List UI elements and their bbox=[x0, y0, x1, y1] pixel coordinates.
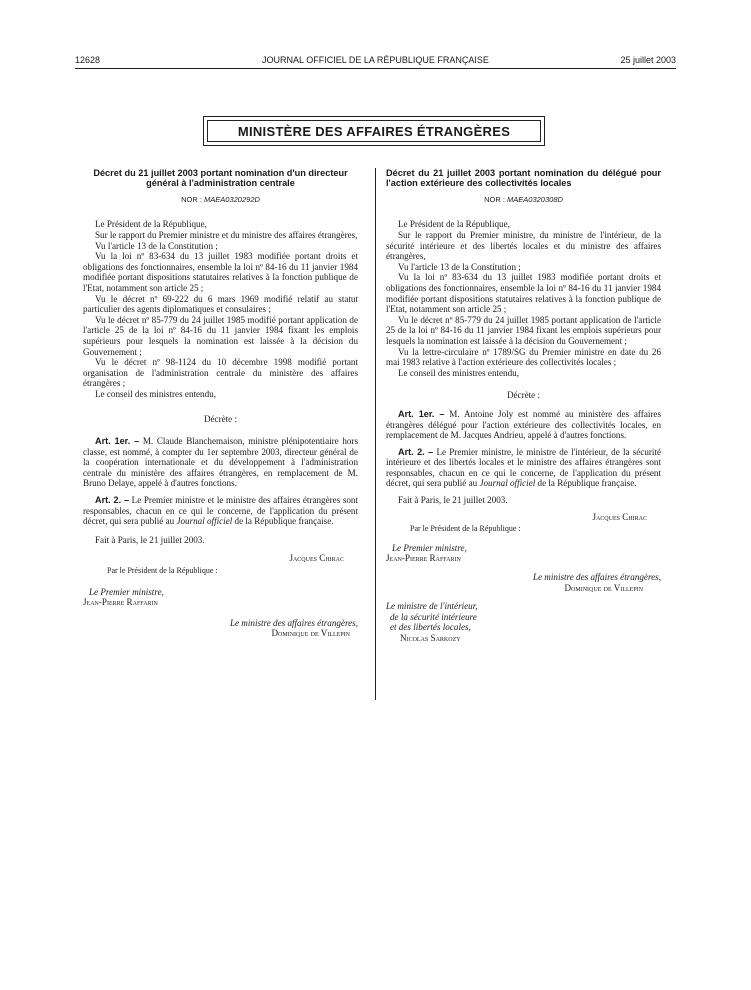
par-le-president: Par le Président de la République : bbox=[107, 566, 218, 576]
pm-title: Le Premier ministre, bbox=[89, 586, 164, 597]
header-rule bbox=[75, 68, 676, 69]
done-at: Fait à Paris, le 21 juillet 2003. bbox=[95, 534, 205, 545]
article-text: de la République française. bbox=[234, 516, 334, 527]
nor-reference bbox=[386, 195, 661, 206]
paragraph: Vu le décret nº 98-1124 du 10 décembre 1998 modifié portant organisation de l'administration centrale du ministère des affaires étrangères ; bbox=[83, 357, 358, 389]
president-signature: Jacques Chirac bbox=[289, 553, 344, 564]
decrete-heading: Décrète : bbox=[203, 413, 238, 424]
page-number: 12628 bbox=[75, 55, 101, 65]
ministry-title: MINISTÈRE DES AFFAIRES ÉTRANGÈRES bbox=[237, 123, 511, 139]
decree-right bbox=[386, 168, 661, 644]
paragraph: Vu l'article 13 de la Constitution ; bbox=[95, 240, 218, 251]
journal-title: JOURNAL OFFICIEL DE LA RÉPUBLIQUE FRANÇAISE bbox=[262, 55, 489, 65]
page-header bbox=[75, 55, 676, 69]
nor-label: NOR : bbox=[181, 194, 202, 204]
article-text: M. Claude Blanchemaison, ministre plénipotentiaire hors classe, est nommé, à compter du 1er septembre 2003, directeur général de la coopération internationale et du développement à l'administration centrale du ministère des affaires étrangères, en remplacement de M. Bruno Delaye, appelé à d'autres fonctions. bbox=[83, 436, 358, 489]
nor-code: MAEA0320292D bbox=[204, 194, 260, 204]
column-divider bbox=[375, 168, 376, 700]
decree-title: Décret du 21 juillet 2003 portant nomination du délégué pour l'action extérieure des collectivités locales bbox=[386, 168, 661, 189]
fm-name: Dominique de Villepin bbox=[564, 582, 643, 593]
article-2 bbox=[386, 447, 661, 489]
paragraph: Le Président de la République, bbox=[95, 219, 207, 230]
fm-title: Le ministre des affaires étrangères, bbox=[532, 572, 661, 583]
pm-title: Le Premier ministre, bbox=[392, 542, 467, 553]
paragraph: Vu le décret nº 85-779 du 24 juillet 1985 modifié portant application de l'article 25 de la loi nº 84-16 du 11 janvier 1984 fixant les emplois supérieurs pour lesquels la nomination est laissée à la décision du Gouvernement ; bbox=[83, 314, 358, 357]
article-1 bbox=[386, 409, 661, 441]
fm-title: Le ministre des affaires étrangères, bbox=[229, 617, 358, 628]
pm-name: Jean-Pierre Raffarin bbox=[386, 553, 461, 564]
ministry-box bbox=[203, 116, 545, 146]
paragraph: Vu le décret nº 69-222 du 6 mars 1969 modifié relatif au statut particulier des agents diplomatiques et consulaires ; bbox=[83, 293, 358, 315]
interior-title-1: Le ministre de l'intérieur, bbox=[386, 601, 478, 612]
paragraph: Sur le rapport du Premier ministre et du ministre des affaires étrangères, bbox=[95, 230, 358, 240]
par-le-president: Par le Président de la République : bbox=[410, 524, 521, 534]
article-label: Art. 2. – bbox=[398, 446, 434, 457]
president-signature: Jacques Chirac bbox=[592, 511, 647, 522]
paragraph: Vu la loi nº 83-634 du 13 juillet 1983 modifiée portant droits et obligations des fonctionnaires, ensemble la loi nº 84-16 du 11 janvier 1984 modifiée portant dispositions statutaires relatives à la fonction publique de l'Etat, notamment son article 25 ; bbox=[386, 272, 661, 315]
publication-date: 25 juillet 2003 bbox=[620, 55, 676, 65]
article-label: Art. 1er. – bbox=[95, 436, 140, 447]
article-text: de la République française. bbox=[537, 478, 637, 489]
paragraph: Le conseil des ministres entendu, bbox=[95, 388, 216, 399]
nor-code: MAEA0320308D bbox=[507, 194, 563, 204]
paragraph: Le Président de la République, bbox=[398, 219, 510, 230]
done-at: Fait à Paris, le 21 juillet 2003. bbox=[398, 495, 508, 506]
decree-left bbox=[83, 168, 358, 639]
article-1 bbox=[83, 436, 358, 489]
paragraph: Sur le rapport du Premier ministre, du ministre de l'intérieur, de la sécurité intérieure et des libertés locales et du ministre des affaires étrangères, bbox=[386, 230, 661, 262]
interior-title-2: de la sécurité intérieure bbox=[390, 611, 477, 622]
article-text: Le Premier ministre, le ministre de l'intérieur, de la sécurité intérieure et des libertés locales et le ministre des affaires étrangères sont responsables, chacun en ce qui le concerne, de l'application du présent décret, qui sera publié au bbox=[386, 446, 662, 489]
article-text: Le Premier ministre et le ministre des affaires étrangères sont responsables, chacun en ce qui le concerne, de l'application du présent décret, qui sera publié au bbox=[83, 495, 358, 527]
article-label: Art. 1er. – bbox=[398, 408, 445, 419]
nor-reference bbox=[83, 195, 358, 206]
paragraph: Vu la loi nº 83-634 du 13 juillet 1983 modifiée portant droits et obligations des fonctionnaires, ensemble la loi nº 84-16 du 11 janvier 1984 modifiée portant dispositions statutaires relatives à la fonction publique de l'Etat, notamment son article 25 ; bbox=[83, 251, 358, 293]
interior-name: Nicolas Sarkozy bbox=[400, 633, 461, 643]
journal-ref: Journal officiel bbox=[479, 478, 536, 489]
paragraph: Vu l'article 13 de la Constitution ; bbox=[398, 261, 521, 272]
nor-label: NOR : bbox=[484, 194, 505, 204]
pm-name: Jean-Pierre Raffarin bbox=[83, 597, 158, 608]
article-text: M. Antoine Joly est nommé au ministère des affaires étrangères délégué pour l'action extérieure des collectivités locales, en remplacement de M. Jacques Andrieu, appelé à d'autres fonctions. bbox=[386, 408, 661, 441]
journal-ref: Journal officiel bbox=[176, 516, 233, 527]
ministry-box-inner bbox=[207, 120, 541, 142]
paragraph: Vu la lettre-circulaire nº 1789/SG du Premier ministre en date du 26 mai 1983 relative à l'action extérieure des collectivités locales ; bbox=[386, 346, 661, 368]
article-2 bbox=[83, 495, 358, 527]
decree-title: Décret du 21 juillet 2003 portant nomination d'un directeur général à l'administration centrale bbox=[93, 168, 348, 189]
decrete-heading: Décrète : bbox=[506, 390, 541, 401]
paragraph: Le conseil des ministres entendu, bbox=[398, 367, 519, 378]
article-label: Art. 2. – bbox=[95, 495, 130, 506]
interior-title-3: et des libertés locales, bbox=[390, 622, 471, 633]
paragraph: Vu le décret nº 85-779 du 24 juillet 1985 portant application de l'article 25 de la loi nº 84-16 du 11 janvier 1984 fixant les emplois supérieurs pour lesquels la nomination est laissée à la décision du Gouvernement ; bbox=[386, 314, 661, 346]
fm-name: Dominique de Villepin bbox=[271, 628, 350, 639]
